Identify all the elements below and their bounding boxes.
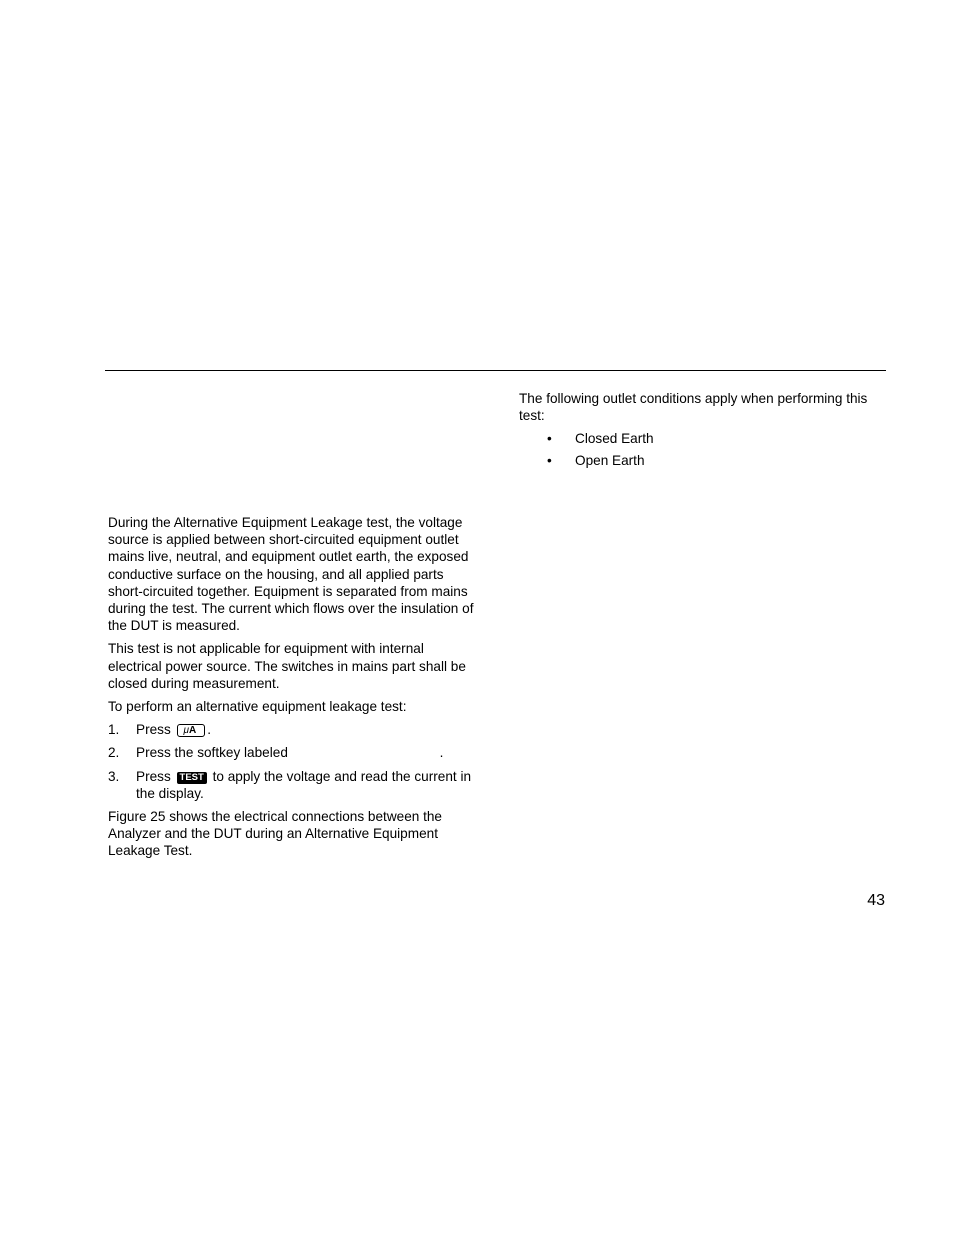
description-paragraph: During the Alternative Equipment Leakage test, the voltage source is applied between short-circuited equipment outlet mains live, neutral, and equipment outlet earth, the exposed conductive surface on the housing, and all applied parts short-circuited together. Equipment is separated from mains during the test. The current which flows over the insulation of the DUT is measured.: [108, 515, 474, 634]
test-key-icon: TEST: [177, 772, 207, 784]
procedure-intro: To perform an alternative equipment leakage test:: [108, 699, 407, 715]
step-item: [108, 768, 478, 802]
step-number: 2.: [108, 745, 120, 761]
list-item: [519, 452, 889, 469]
bullet-icon: •: [547, 452, 552, 468]
page-number: 43: [867, 892, 885, 909]
step-text-end: .: [439, 745, 444, 761]
figure-reference-paragraph: Figure 25 shows the electrical connections between the Analyzer and the DUT during an Alternative Equipment Leakage Test.: [108, 809, 442, 859]
header-rule: [105, 370, 886, 371]
outlet-conditions-list: [519, 430, 889, 468]
step-item: [108, 744, 478, 761]
right-column: [519, 390, 889, 473]
step-text: Press: [136, 768, 171, 784]
step-text: Press: [136, 722, 171, 738]
bullet-icon: •: [547, 431, 552, 447]
key-a-label: A: [189, 725, 197, 737]
step-item: [108, 721, 478, 738]
key-mu-label: μ: [183, 725, 190, 737]
applicability-paragraph: This test is not applicable for equipment with internal electrical power source. The switches in mains part shall be closed during measurement.: [108, 641, 466, 691]
step-text-end: .: [207, 722, 212, 738]
list-item-text: Open Earth: [575, 452, 645, 468]
list-item: [519, 430, 889, 447]
left-column: [108, 514, 478, 866]
outlet-conditions-intro: The following outlet conditions apply when performing this test:: [519, 391, 868, 424]
step-text: Press the softkey labeled: [136, 745, 288, 761]
microamp-key-icon: [177, 724, 206, 737]
procedure-steps: [108, 721, 478, 802]
list-item-text: Closed Earth: [575, 431, 654, 447]
step-number: 1.: [108, 722, 120, 738]
step-text-end: to apply the voltage and read the current in the display.: [136, 768, 472, 801]
step-number: 3.: [108, 768, 120, 784]
